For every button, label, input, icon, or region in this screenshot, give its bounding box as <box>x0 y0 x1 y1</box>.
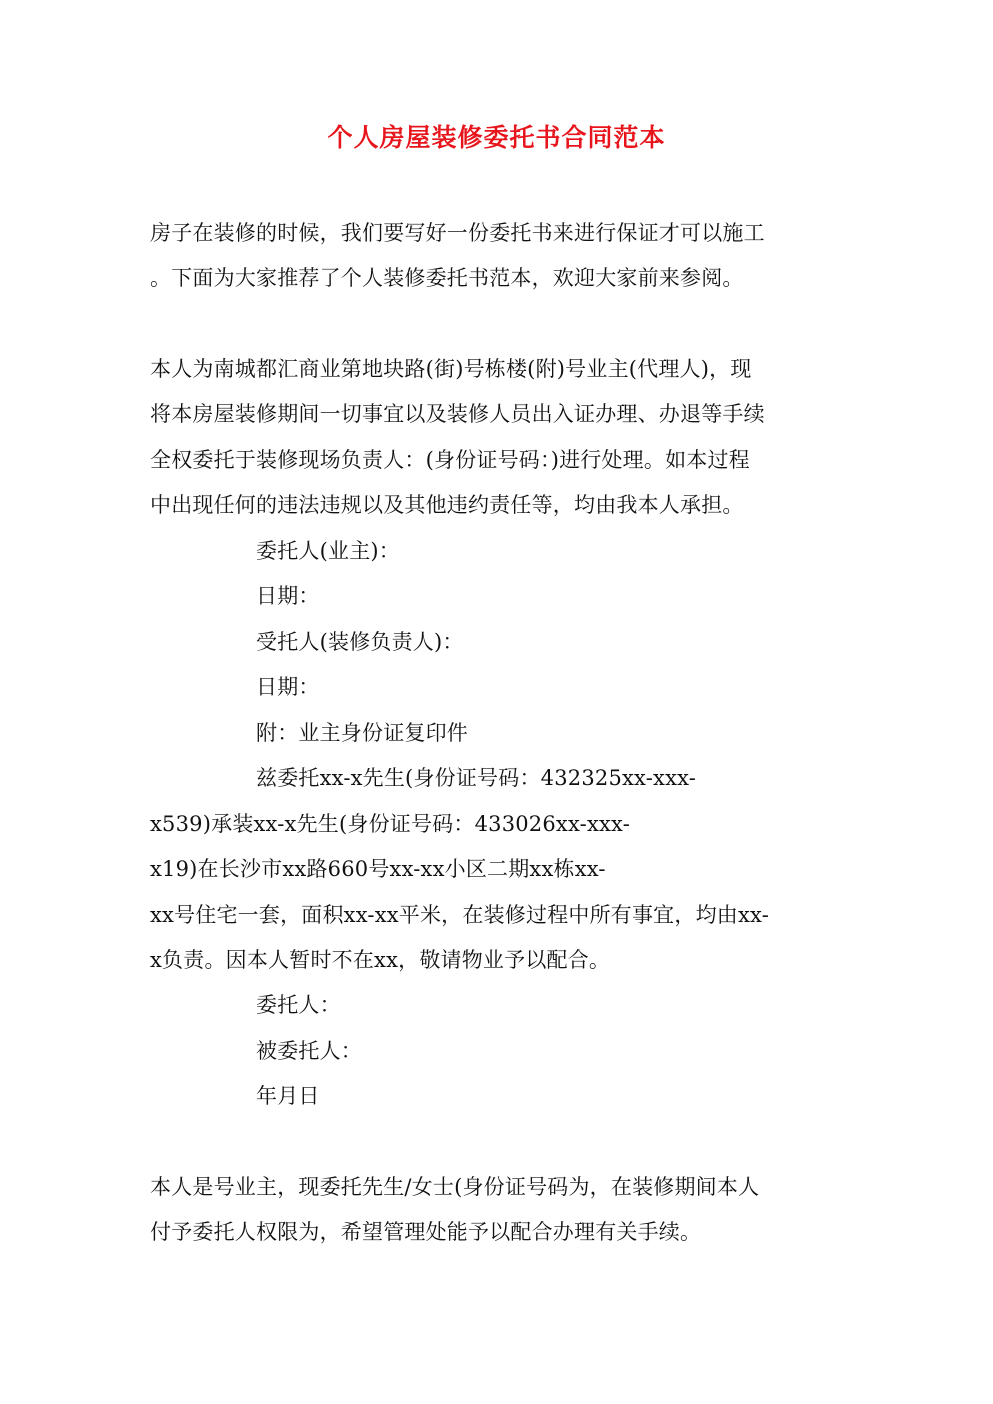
field-principal: 委托人： <box>256 993 341 1017</box>
field-agent-manager: 受托人(装修负责人)： <box>256 630 464 654</box>
section2-line-4: xx号住宅一套，面积xx-xx平米，在装修过程中所有事宜，均由xx- <box>150 903 769 927</box>
field-date-ymd: 年月日 <box>256 1084 320 1108</box>
section3-line-2: 付予委托人权限为，希望管理处能予以配合办理有关手续。 <box>150 1220 702 1244</box>
field-date-1: 日期： <box>256 584 320 608</box>
section2-line-2: x539)承装xx-x先生(身份证号码：433026xx-xxx- <box>150 812 631 836</box>
section2-line-5: x负责。因本人暂时不在xx，敬请物业予以配合。 <box>150 948 611 972</box>
section1-line-1: 本人为南城都汇商业第地块路(街)号栋楼(附)号业主(代理人)，现 <box>150 357 752 381</box>
section2-line-1: 兹委托xx-x先生(身份证号码：432325xx-xxx- <box>256 766 697 790</box>
section1-line-2: 将本房屋装修期间一切事宜以及装修人员出入证办理、办退等手续 <box>150 402 765 426</box>
field-date-2: 日期： <box>256 675 320 699</box>
section3-line-1: 本人是号业主，现委托先生/女士(身份证号码为，在装修期间本人 <box>150 1175 760 1199</box>
field-principal-owner: 委托人(业主)： <box>256 539 400 563</box>
section1-line-4: 中出现任何的违法违规以及其他违约责任等，均由我本人承担。 <box>150 493 744 517</box>
field-agent: 被委托人： <box>256 1039 362 1063</box>
field-attachment: 附：业主身份证复印件 <box>256 721 468 745</box>
intro-line-2: 。下面为大家推荐了个人装修委托书范本，欢迎大家前来参阅。 <box>150 266 744 290</box>
section1-line-3: 全权委托于装修现场负责人：(身份证号码：)进行处理。如本过程 <box>150 448 750 472</box>
section2-line-3: x19)在长沙市xx路660号xx-xx小区二期xx栋xx- <box>150 857 606 881</box>
document-title: 个人房屋装修委托书合同范本 <box>327 123 666 152</box>
intro-line-1: 房子在装修的时候，我们要写好一份委托书来进行保证才可以施工 <box>150 221 765 245</box>
